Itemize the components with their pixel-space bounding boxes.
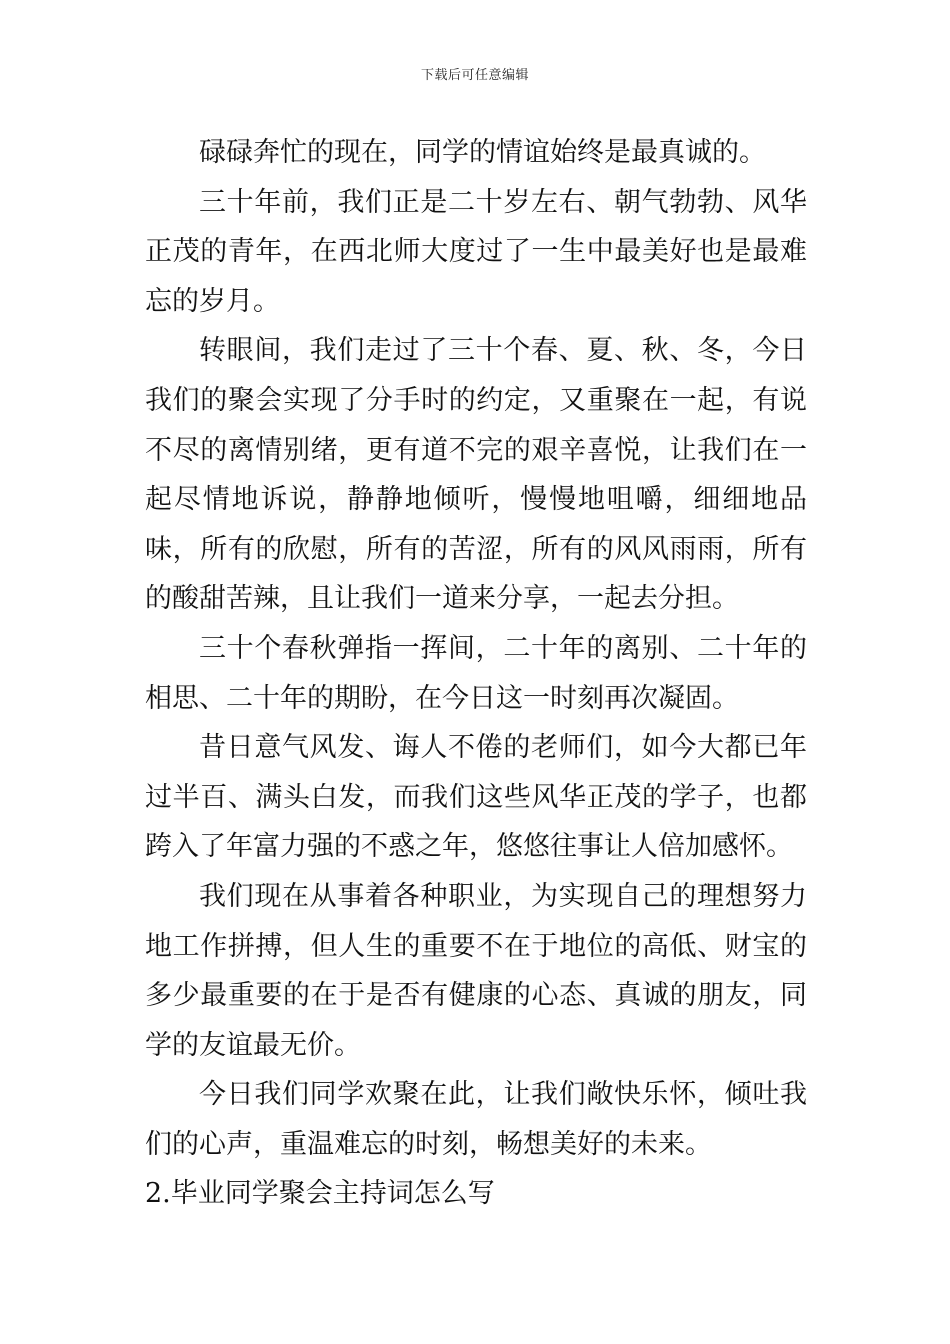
paragraph: 碌碌奔忙的现在，同学的情谊始终是最真诚的。 [199,137,766,168]
paragraph: 三十个春秋弹指一挥间，二十年的离别、二十年的相思、二十年的期盼，在今日这一时刻再次凝固。 [145,632,807,714]
paragraph: 转眼间，我们走过了三十个春、夏、秋、冬，今日我们的聚会实现了分手时的约定，又重聚在一起，有说不尽的离情别绪，更有道不完的艰辛喜悦，让我们在一起尽情地诉说，静静地倾听，慢慢地咀嚼，细细地品味，所有的欣慰，所有的苦涩，所有的风风雨雨，所有的酸甜苦辣，且让我们一道来分享，一起去分担。 [145,335,807,615]
paragraph: 我们现在从事着各种职业，为实现自己的理想努力地工作拼搏，但人生的重要不在于地位的高低、财宝的多少最重要的在于是否有健康的心态、真诚的朋友，同学的友谊最无价。 [145,880,807,1061]
page-header-note: 下载后可任意编辑 [420,68,529,83]
paragraph: 三十年前，我们正是二十岁左右、朝气勃勃、风华正茂的青年，在西北师大度过了一生中最美好也是最难忘的岁月。 [145,186,807,317]
section-heading: 2.毕业同学聚会主持词怎么写 [145,1178,495,1210]
document-body [145,128,807,1219]
paragraph: 今日我们同学欢聚在此，让我们敞快乐怀，倾吐我们的心声，重温难忘的时刻，畅想美好的未来。 [145,1079,807,1160]
paragraph: 昔日意气风发、诲人不倦的老师们，如今大都已年过半百、满头白发，而我们这些风华正茂的学子，也都跨入了年富力强的不惑之年，悠悠往事让人倍加感怀。 [145,732,807,863]
